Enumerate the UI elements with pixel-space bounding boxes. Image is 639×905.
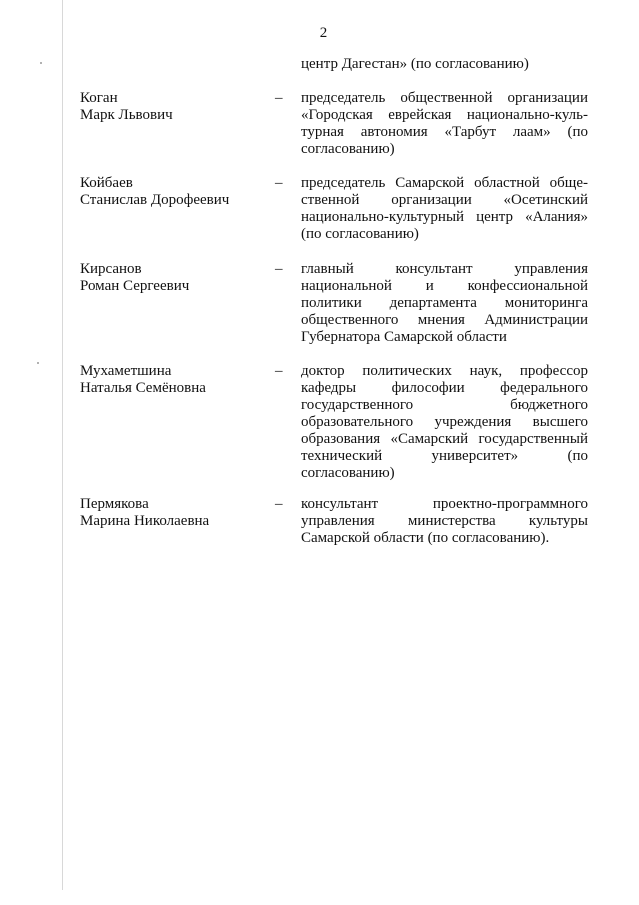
role-line: политики департамента мониторинга	[301, 295, 588, 311]
role-line: председатель Самарской областной обще-	[301, 175, 588, 191]
role-line: главный консультант управления	[301, 261, 588, 277]
member-name	[80, 261, 280, 295]
role-line: «Городская еврейская национально-куль-	[301, 107, 588, 123]
role-line: Губернатора Самарской области	[301, 329, 507, 345]
role-line: технический университет» (по	[301, 448, 588, 464]
role-line: образовательного учреждения высшего	[301, 414, 588, 430]
scan-speck	[37, 362, 39, 364]
role-line: управления министерства культуры	[301, 513, 588, 529]
role-line: кафедры философии федерального	[301, 380, 588, 396]
page-number: 2	[319, 25, 328, 41]
dash-separator: –	[275, 496, 283, 512]
role-line: образования «Самарский государственный	[301, 431, 588, 447]
member-surname: Кирсанов	[80, 261, 142, 277]
role-line: национально-культурный центр «Алания»	[301, 209, 588, 225]
dash-separator: –	[275, 90, 283, 106]
member-given-names: Станислав Дорофеевич	[80, 192, 230, 208]
dash-separator: –	[275, 363, 283, 379]
member-role	[301, 90, 588, 158]
scan-edge-line	[62, 0, 63, 890]
member-role	[301, 261, 588, 346]
member-given-names: Марина Николаевна	[80, 513, 210, 529]
member-given-names: Наталья Семёновна	[80, 380, 206, 396]
role-line: Самарской области (по согласованию).	[301, 530, 550, 546]
member-given-names: Марк Львович	[80, 107, 173, 123]
member-name	[80, 363, 280, 397]
member-surname: Мухаметшина	[80, 363, 172, 379]
role-line: согласованию)	[301, 465, 395, 481]
member-name	[80, 90, 280, 124]
role-line: турная автономия «Тарбут лаам» (по	[301, 124, 588, 140]
member-role	[301, 175, 588, 243]
role-line: доктор политических наук, профессор	[301, 363, 588, 379]
member-surname: Пермякова	[80, 496, 149, 512]
role-line: национальной и конфессиональной	[301, 278, 588, 294]
role-line: (по согласованию)	[301, 226, 419, 242]
role-line: государственного бюджетного	[301, 397, 588, 413]
role-line: общественного мнения Администрации	[301, 312, 588, 328]
scan-speck	[40, 62, 42, 64]
member-role	[301, 496, 588, 547]
member-given-names: Роман Сергеевич	[80, 278, 190, 294]
member-name	[80, 496, 280, 530]
continuation-line: центр Дагестан» (по согласованию)	[301, 56, 529, 72]
role-line: консультант проектно-программного	[301, 496, 588, 512]
role-line: председатель общественной организации	[301, 90, 588, 106]
dash-separator: –	[275, 175, 283, 191]
member-role	[301, 363, 588, 482]
role-line: ственной организации «Осетинский	[301, 192, 588, 208]
role-line: согласованию)	[301, 141, 395, 157]
member-surname: Койбаев	[80, 175, 133, 191]
member-surname: Коган	[80, 90, 118, 106]
dash-separator: –	[275, 261, 283, 277]
member-name	[80, 175, 280, 209]
